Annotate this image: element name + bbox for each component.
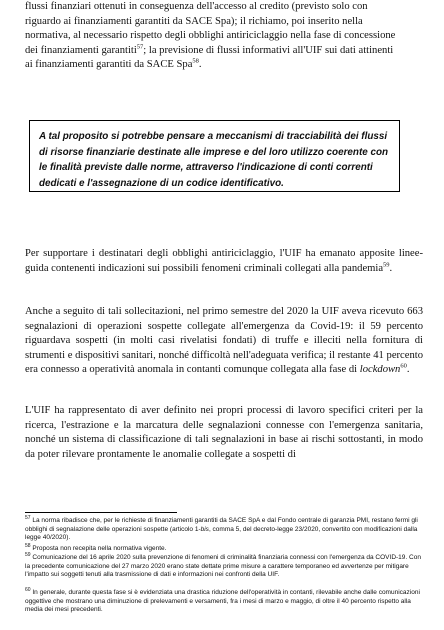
intro-line-1: flussi finanziari ottenuti in conseguenza dell'accesso al credito (previsto solo con	[25, 1, 368, 12]
footnote-60-number: 60	[25, 586, 31, 593]
footnote-60	[25, 586, 423, 615]
paragraph-processes	[25, 404, 423, 462]
footnote-58	[25, 542, 423, 554]
paragraph-processes-text: L'UIF ha rappresentato di aver definito nei propri processi di lavoro specifici criteri per la ricerca, l'estrazione e la marcatura delle segnalazioni connesse con l'emergenza sanitaria, nonché un sistema di classificazione di tali segnalazioni in base ai rischi sottostanti, in modo da poter rilevare prontamente le anomalie collegate a sospetti di	[25, 405, 423, 460]
footnote-59-text: Comunicazione del 16 aprile 2020 sulla prevenzione di fenomeni di criminalità finanziaria connessi con l'emergenza da COVID-19. Con la precedente comunicazione del 27 marzo 2020 erano state dettate prime misure a carattere temporaneo ed avvertenze per mitigare l'impatto sui soggetti tenuti alla trasmissione di dati e informazioni nei confronti della UIF.	[25, 554, 421, 579]
paragraph-reports	[25, 305, 423, 378]
footnote-58-number: 58	[25, 542, 31, 549]
highlight-box	[29, 120, 400, 192]
paragraph-reports-end: .	[406, 364, 410, 376]
footnote-separator	[25, 512, 177, 513]
footnote-57-after: , comma 5, del decreto-legge 23/2020, convertito con modificazioni dalla legge 40/2020).	[25, 525, 418, 542]
footnote-ref-57[interactable]: 57	[136, 43, 144, 51]
footnote-ref-60[interactable]: 60	[400, 362, 407, 370]
paragraph-reports-text: Anche a seguito di tali sollecitazioni, nel primo semestre del 2020 la UIF aveva ricevuto 663 segnalazioni di operazioni sospette collegate all'emergenza da Covid-19: il 59 percento riguardava sospetti (in molti casi rivelatisi fondati) di truffe e illeciti nella fornitura di strumenti e dispositivi sanitari, nonché difficoltà nell'adeguata verifica; il restante 41 percento era connesso a operatività anomala in contanti comunque collegata alla fase di	[25, 306, 423, 376]
paragraph-guidelines-text: Per supportare i destinatari degli obblighi antiriciclaggio, l'UIF ha emanato apposite linee-guida contenenti indicazioni sui possibili fenomeni criminali collegati alla pandemia	[25, 248, 423, 274]
footnote-57-italic: bis	[200, 525, 209, 533]
footnote-60-text: In generale, durante questa fase si è evidenziata una drastica riduzione dell'operatività in contanti, rilevabile anche dalle comunicazioni oggettive che mostrano una diminuzione di prelevamenti e versamenti, fra i mesi di marzo e maggio, di oltre il 40 percento rispetto alla media dei mesi precedenti.	[25, 589, 420, 614]
intro-paragraph	[25, 0, 423, 73]
paragraph-guidelines	[25, 247, 423, 276]
intro-line-4b: ; la previsione di flussi informativi all'UIF sui dati attinenti	[143, 44, 394, 56]
intro-line-4a: dei finanziamenti garantiti	[25, 44, 137, 56]
intro-line-2: riguardo ai finanziamenti garantiti da SACE Spa); il richiamo, poi inserito nella	[25, 15, 363, 27]
highlight-box-text: A tal proposito si potrebbe pensare a meccanismi di tracciabilità dei flussi di risorse finanziarie destinate alle imprese e del loro utilizzo coerente con le finalità previste dalle norme, attraverso l'indicazione di conti correnti dedicati e l'assegnazione di un codice identificativo.	[39, 131, 389, 189]
footnote-59	[25, 551, 423, 580]
footnote-ref-59[interactable]: 59	[383, 261, 390, 269]
footnote-58-text: Proposta non recepita nella normativa vigente.	[32, 545, 167, 552]
lockdown-term: lockdown	[359, 364, 401, 376]
footnote-57-number: 57	[25, 514, 31, 521]
footnote-57	[25, 514, 423, 543]
paragraph-guidelines-end: .	[389, 262, 393, 274]
footnote-57-text: La norma ribadisce che, per le richieste di finanziamenti garantiti da SACE SpA e dal Fondo centrale di garanzia PMI, restano fermi gli obblighi di segnalazione delle operazioni sospette (articolo 1-	[25, 517, 418, 533]
intro-line-5a: ai finanziamenti garantiti da SACE Spa	[25, 59, 193, 71]
intro-line-3: normativa, al necessario rispetto degli obblighi antiriciclaggio nella fase di concessione	[25, 30, 396, 42]
footnote-ref-58[interactable]: 58	[192, 57, 199, 65]
intro-line-5b: .	[198, 59, 202, 71]
footnote-59-number: 59	[25, 551, 31, 558]
